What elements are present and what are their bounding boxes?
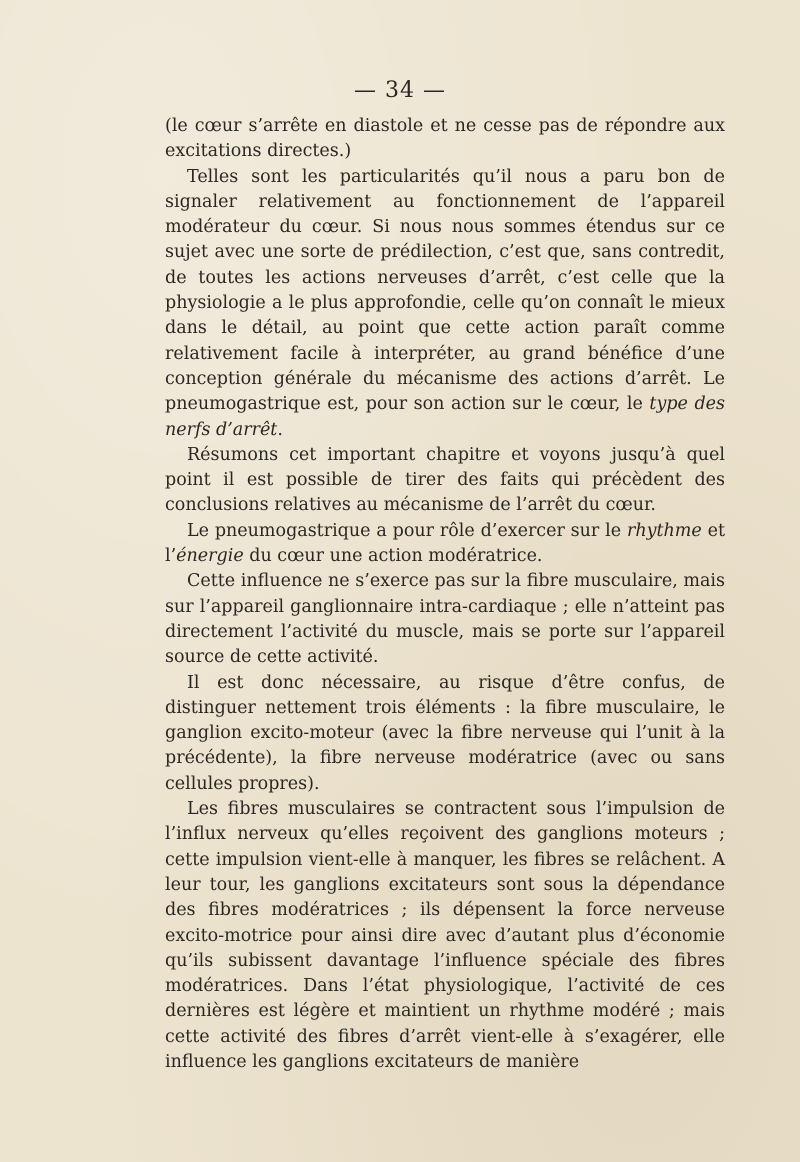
paragraph	[165, 443, 725, 519]
paragraph	[165, 671, 725, 797]
body-text	[165, 114, 725, 1075]
text-segment: .	[277, 419, 283, 440]
text-segment: du cœur une action modératrice.	[243, 546, 543, 567]
paragraph	[165, 569, 725, 670]
text-segment: Telles sont les particularités qu’il nous a paru bon de signaler relativement au fonctionnement de l’appareil modérateur du cœur. Si nous nous sommes étendus sur ce sujet avec une sorte de prédilection, c’est que, sans contredit, de toutes les actions nerveuses d’arrêt, c’est celle que la physiologie a le plus approfondie, celle qu’on connaît le mieux dans le détail, au point que cette action paraît comme relativement facile à interpréter, au grand bénéfice d’une conception générale du mécanisme des actions d’arrêt. Le pneumogastrique est, pour son action sur le cœur, le	[165, 166, 725, 415]
text-segment: Il est donc nécessaire, au risque d’être confus, de distinguer nettement trois éléments : la fibre musculaire, le ganglion excito-moteur (avec la fibre nerveuse qui l’unit à la précédente), la fibre nerveuse modératrice (avec ou sans cellules propres).	[165, 672, 725, 794]
text-segment: Résumons cet important chapitre et voyons jusqu’à quel point il est possible de tirer des faits qui précèdent des conclusions relatives au mécanisme de l’arrêt du cœur.	[165, 444, 725, 516]
paragraph	[165, 797, 725, 1075]
paragraph	[165, 519, 725, 570]
italic-text: rhythme	[626, 520, 702, 541]
paragraph	[165, 114, 725, 165]
paragraph	[165, 165, 725, 443]
text-segment: Le pneumogastrique a pour rôle d’exercer sur le	[187, 520, 627, 541]
italic-text: énergie	[176, 546, 244, 567]
text-segment: et l’	[165, 520, 725, 567]
italic-text: type des nerfs d’arrêt	[165, 394, 725, 440]
text-segment: Cette influence ne s’exerce pas sur la fibre musculaire, mais sur l’appareil ganglionnaire intra-cardiaque ; elle n’atteint pas directement l’activité du muscle, mais se porte sur l’appareil source de cette activité.	[165, 571, 725, 668]
text-segment: (le cœur s’arrête en diastole et ne cesse pas de répondre aux excitations directes.)	[165, 116, 725, 162]
page-number: — 34 —	[354, 78, 446, 103]
text-segment: Les fibres musculaires se contractent sous l’impulsion de l’influx nerveux qu’elles reçoivent des ganglions moteurs ; cette impulsion vient-elle à manquer, les fibres se relâchent. A leur tour, les ganglions excitateurs sont sous la dépendance des fibres modératrices ; ils dépensent la force nerveuse excito-motrice pour ainsi dire avec d’autant plus d’économie qu’ils subissent davantage l’influence spéciale des fibres modératrices. Dans l’état physiologique, l’activité de ces dernières est légère et maintient un rhythme modéré ; mais cette activité des fibres d’arrêt vient-elle à s’exagérer, elle influence les ganglions excitateurs de manière	[165, 799, 725, 1072]
